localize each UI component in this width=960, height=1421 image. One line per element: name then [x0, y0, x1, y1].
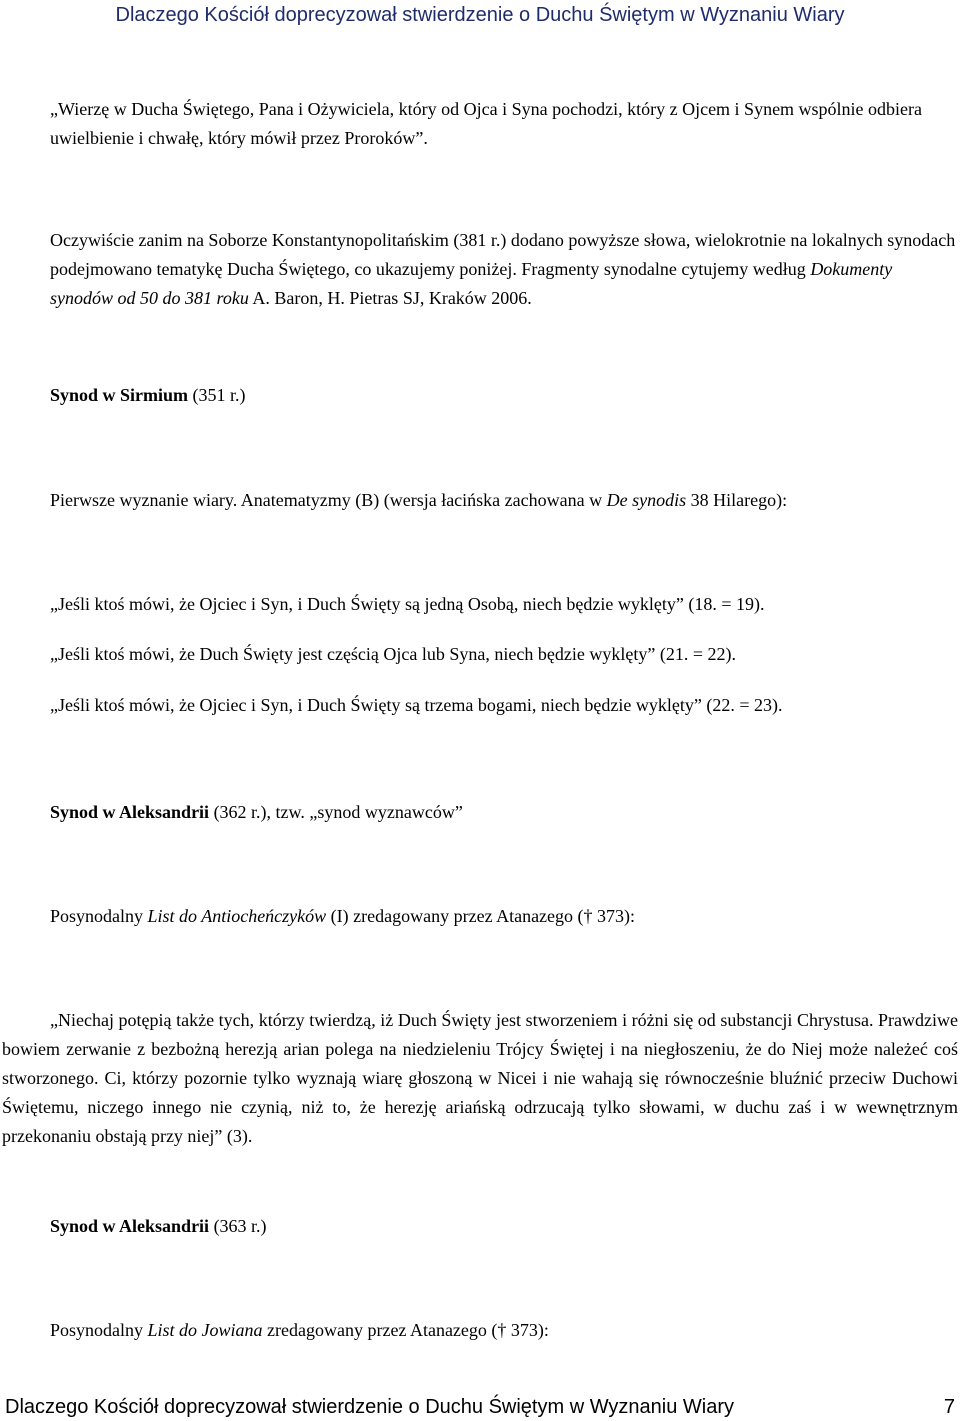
anathema-item: „Jeśli ktoś mówi, że Ojciec i Syn, i Duch Święty są trzema bogami, niech będzie wyklęty” (22. = 23). [50, 695, 783, 715]
alexandria-363-letter-prefix: Posynodalny [50, 1320, 148, 1340]
intro-text: Oczywiście zanim na Soborze Konstantynopolitańskim (381 r.) dodano powyższe słowa, wielokrotnie na lokalnych synodach podejmowano tematykę Ducha Świętego, co ukazujemy poniżej. Fragmenty synodalne cytujemy według [50, 230, 956, 279]
intro-paragraph [50, 226, 958, 313]
alexandria-363-letter [50, 1316, 549, 1345]
intro-citation: A. Baron, H. Pietras SJ, Kraków 2006. [248, 288, 532, 308]
alexandria-363-letter-author: zredagowany przez Atanazego († 373): [262, 1320, 549, 1340]
alexandria-362-letter [50, 902, 635, 931]
alexandria-362-letter-author: (I) zredagowany przez Atanazego († 373): [326, 906, 636, 926]
alexandria-362-quote: „Niechaj potępią także tych, którzy twierdzą, iż Duch Święty jest stworzeniem i różni się od substancji Chrystusa. Prawdziwe bowiem zerwanie z bezbożną herezją arian polega na niedzieleniu Trójcy Świętej i na niegłoszeniu, że do Niej może należeć coś stworzonego. Ci, którzy pozornie tylko wyznają wiarę głoszoną w Nicei i nie wahają się równocześnie bluźnić przeciw Duchowi Świętemu, niczego innego nie czynią, niż to, że herezję ariańską odrzucają tylko słowami, w duchu zaś i w wewnętrznym przekonaniu obstają przy niej” (3). [2, 1010, 958, 1146]
alexandria-363-letter-title: List do Jowiana [147, 1320, 263, 1340]
alexandria-363-heading-name: Synod w Aleksandrii [50, 1216, 210, 1236]
sirmium-desc-text: Pierwsze wyznanie wiary. Anatematyzmy (B) (wersja łacińska zachowana w [50, 490, 607, 510]
sirmium-heading [50, 381, 246, 410]
sirmium-desc-work: De synodis [606, 490, 687, 510]
alexandria-363-heading-date: (363 r.) [209, 1216, 267, 1236]
anathema-item: „Jeśli ktoś mówi, że Ojciec i Syn, i Duch Święty są jedną Osobą, niech będzie wyklęty” (18. = 19). [50, 594, 765, 614]
sirmium-desc-source: 38 Hilarego): [686, 490, 788, 510]
alexandria-363-heading [50, 1212, 267, 1241]
anathema-item: „Jeśli ktoś mówi, że Duch Święty jest częścią Ojca lub Syna, niech będzie wyklęty” (21. = 22). [50, 644, 736, 664]
alexandria-362-letter-title: List do Antiocheńczyków [147, 906, 327, 926]
running-footer [5, 1395, 955, 1419]
running-header: Dlaczego Kościół doprecyzował stwierdzenie o Duchu Świętym w Wyznaniu Wiary [115, 4, 845, 26]
intro-book-title: Dokumenty synodów od 50 do 381 roku [50, 259, 893, 308]
sirmium-description [50, 486, 787, 515]
alexandria-362-heading-name: Synod w Aleksandrii [50, 802, 210, 822]
alexandria-362-heading [50, 798, 463, 827]
page-number: 7 [943, 1396, 955, 1418]
sirmium-heading-date: (351 r.) [188, 385, 246, 405]
creed-quote: „Wierzę w Ducha Świętego, Pana i Ożywiciela, który od Ojca i Syna pochodzi, który z Ojcem i Synem wspólnie odbiera uwielbienie i chwałę, który mówił przez Proroków”. [50, 99, 923, 148]
footer-title: Dlaczego Kościół doprecyzował stwierdzenie o Duchu Świętym w Wyznaniu Wiary [5, 1396, 734, 1418]
sirmium-heading-name: Synod w Sirmium [50, 385, 189, 405]
alexandria-362-heading-date: (362 r.), tzw. „synod wyznawców” [209, 802, 463, 822]
alexandria-362-letter-prefix: Posynodalny [50, 906, 148, 926]
